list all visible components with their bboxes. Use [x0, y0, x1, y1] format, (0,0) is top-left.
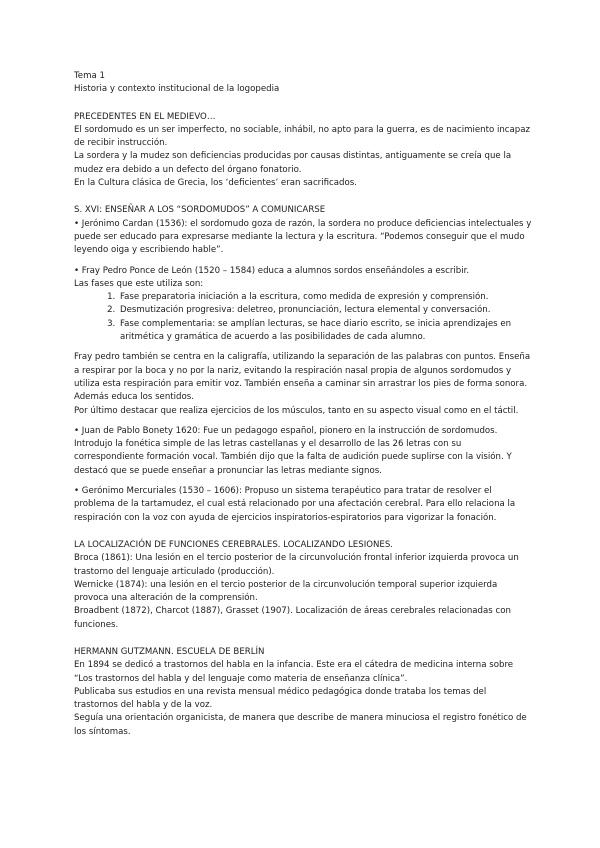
- paragraph: En 1894 se dedicó a trastornos del habla en la infancia. Este era el cátedra de medicina interna sobre “Los trastornos del habla y del lenguaje como materia de enseñanza clínica”.: [74, 660, 514, 684]
- list-item: 3. Fase complementaria: se amplían lecturas, se hace diario escrito, se inicia aprendizajes en aritmética y gramática de acuerdo a las posibilidades de cada alumno.: [118, 318, 532, 345]
- list-item: 1. Fase preparatoria iniciación a la escritura, como medida de expresión y comprensión.: [118, 291, 532, 304]
- paragraph: Seguía una orientación organicista, de manera que describe de manera minuciosa el registro fonético de los síntomas.: [74, 713, 527, 737]
- paragraph-ponce-detail: Por último destacar que realiza ejercicios de los músculos, tanto en su aspecto visual como en el táctil.: [74, 405, 519, 416]
- list-item: 2. Desmutización progresiva: deletreo, pronunciación, lectura elemental y conversación.: [118, 304, 532, 317]
- paragraph-cardan: • Jerónimo Cardan (1536): el sordomudo goza de razón, la sordera no produce deficiencias intelectuales y puede ser educado para expresarse mediante la lectura y la escritura. “Podemos conseguir que el mudo leyendo oiga y escribiendo hable”.: [74, 218, 532, 256]
- section-heading-s-xvi: S. XVI: ENSEÑAR A LOS “SORDOMUDOS” A COMUNICARSE: [74, 205, 326, 216]
- paragraph-ponce: • Fray Pedro Ponce de León (1520 – 1584) educa a alumnos sordos enseñándoles a escribir.: [74, 265, 470, 276]
- paragraph: La sordera y la mudez son deficiencias producidas por causas distintas, antiguamente se creía que la mudez era debido a un defecto del órgano fonatorio.: [74, 151, 512, 175]
- paragraph: El sordomudo es un ser imperfecto, no sociable, inhábil, no apto para la guerra, es de nacimiento incapaz de recibir instrucción.: [74, 124, 531, 149]
- paragraph: Broca (1861): Una lesión en el tercio posterior de la circunvolución frontal inferior izquierda provoca un trastorno del lenguaje articulado (producción).: [74, 553, 519, 577]
- paragraph-ponce-detail: Fray pedro también se centra en la caligrafía, utilizando la separación de las palabras con puntos. Enseña a respirar por la boca y no por la nariz, evitando la respiración nasal propia de algunos sordomudos y utiliza esta respiración para emitir voz. También enseña a caminar sin arrastrar los pies de forma sonora. Además educa los sentidos.: [74, 352, 531, 403]
- document-title: Historia y contexto institucional de la logopedia: [74, 84, 280, 95]
- paragraph: En la Cultura clásica de Grecia, los ‘deficientes’ eran sacrificados.: [74, 178, 357, 189]
- topic-label: Tema 1: [74, 71, 105, 81]
- section-heading-medievo: PRECEDENTES EN EL MEDIEVO…: [74, 111, 216, 122]
- paragraph: Broadbent (1872), Charcot (1887), Grasset (1907). Localización de áreas cerebrales relacionadas con funciones.: [74, 606, 511, 630]
- phases-list: [74, 291, 532, 344]
- paragraph-mercuriale: • Gerónimo Mercuriales (1530 – 1606): Propuso un sistema terapéutico para tratar de resolver el problema de la tartamudez, el cual está relacionado por una afectación cerebral. Para ello relaciona la respiración con la voz con ayuda de ejercicios inspiratorios-espiratorios para vigorizar la fonación.: [74, 486, 516, 523]
- paragraph: Wernicke (1874): una lesión en el tercio posterior de la circunvolución temporal superior izquierda provoca una alteración de la comprensión.: [74, 579, 498, 604]
- section-heading-localizacion: LA LOCALIZACIÓN DE FUNCIONES CEREBRALES. LOCALIZANDO LESIONES.: [74, 539, 394, 550]
- paragraph: Publicaba sus estudios en una revista mensual médico pedagógica donde trataba los temas del trastornos del habla y de la voz.: [74, 686, 487, 711]
- paragraph-bonet: • Juan de Pablo Bonety 1620: Fue un pedagogo español, pionero en la instrucción de sordomudos. Introdujo la fonética simple de las letras castellanas y el desarrollo de las 26 letras con su correspondiente formación vocal. También dijo que la falta de audición puede suplirse con la visión. Y destacó que se puede enseñar a pronunciar las letras mediante signos.: [74, 425, 512, 476]
- phases-intro: Las fases que este utiliza son:: [74, 278, 204, 289]
- section-heading-gutzmann: HERMANN GUTZMANN. ESCUELA DE BERLÍN: [74, 646, 265, 657]
